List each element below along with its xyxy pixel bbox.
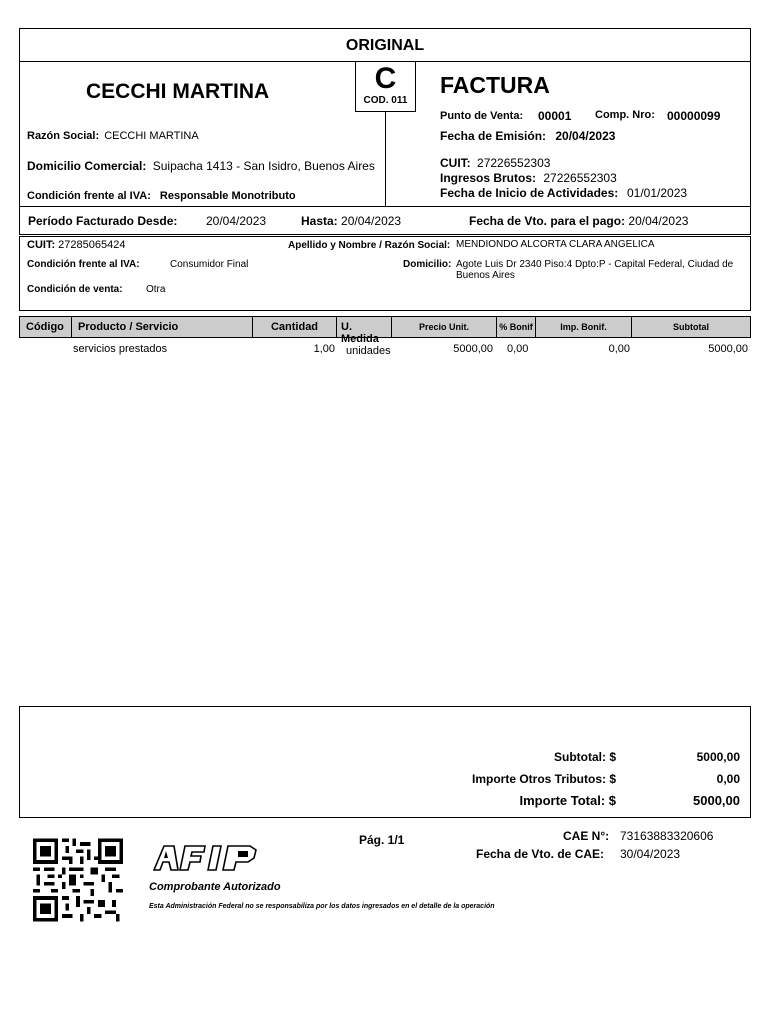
- invoice-type-letter: C: [374, 62, 397, 95]
- customer-address-line2: Buenos Aires: [456, 270, 515, 281]
- row-quantity: 1,00: [313, 343, 335, 355]
- cae-number: 73163883320606: [620, 829, 714, 843]
- issuer-cuit-row: [440, 156, 550, 170]
- customer-address-line1: Agote Luis Dr 2340 Piso:4 Dpto:P - Capital Federal, Ciudad de: [456, 259, 734, 270]
- invoice-type-code: COD. 011: [363, 95, 408, 106]
- column-header-discount-amount: Imp. Bonif.: [535, 316, 632, 338]
- label: Subtotal: $: [554, 750, 616, 764]
- label: Importe Otros Tributos: $: [471, 772, 616, 786]
- label: CUIT:: [440, 156, 471, 170]
- label: Hasta:: [301, 214, 338, 228]
- label: CUIT:: [27, 239, 56, 251]
- subtotal-value: 5000,00: [696, 750, 740, 764]
- label: Fecha de Vto. de CAE:: [476, 847, 605, 861]
- issue-date: 20/04/2023: [555, 129, 616, 143]
- customer-cuit-row: [27, 239, 125, 251]
- due-date: 20/04/2023: [628, 214, 689, 228]
- column-header-subtotal: Subtotal: [631, 316, 751, 338]
- issuer-iva-row: [27, 190, 296, 202]
- period-to: 20/04/2023: [341, 214, 402, 228]
- row-unit: unidades: [346, 345, 391, 357]
- label: Condición de venta:: [27, 284, 123, 295]
- label: Apellido y Nombre / Razón Social:: [288, 240, 451, 251]
- label: CAE N°:: [563, 829, 610, 843]
- activity-start-date: 01/01/2023: [627, 186, 688, 200]
- issuer-address: Suipacha 1413 - San Isidro, Buenos Aires: [152, 159, 375, 173]
- issuer-name: CECCHI MARTINA: [86, 80, 270, 103]
- customer-box: [19, 236, 751, 311]
- column-header-code: Código: [19, 316, 72, 338]
- gross-income: 27226552303: [543, 171, 617, 185]
- label: Fecha de Inicio de Actividades:: [440, 186, 619, 200]
- column-header-discount-pct: % Bonif: [496, 316, 536, 338]
- row-unit-price: 5000,00: [453, 343, 493, 355]
- label: Período Facturado Desde:: [28, 214, 178, 228]
- due-date-row: [469, 214, 688, 228]
- copy-label-box: [19, 28, 751, 62]
- column-header-unit-price: Precio Unit.: [391, 316, 497, 338]
- label: Domicilio Comercial:: [27, 159, 147, 173]
- issuer-business-name-row: [27, 130, 199, 142]
- cae-due-date: 30/04/2023: [620, 847, 681, 861]
- totals-box: [19, 706, 751, 818]
- label: Domicilio:: [403, 259, 452, 270]
- copy-label: ORIGINAL: [345, 37, 425, 54]
- issuer-business-name: CECCHI MARTINA: [104, 130, 199, 142]
- document-title: FACTURA: [440, 72, 550, 98]
- label: Condición frente al IVA:: [27, 190, 151, 202]
- label: Comp. Nro:: [595, 109, 655, 121]
- other-taxes-value: 0,00: [716, 772, 740, 786]
- label: Fecha de Emisión:: [440, 129, 547, 143]
- gross-income-row: [440, 171, 617, 185]
- billing-period-box: [19, 206, 751, 235]
- invoice-number: 00000099: [667, 109, 721, 123]
- label: Razón Social:: [27, 130, 100, 142]
- qr-code-icon: [33, 838, 123, 922]
- authorized-label: Comprobante Autorizado: [149, 881, 281, 893]
- row-discount-pct: 0,00: [507, 343, 529, 355]
- row-discount-amount: 0,00: [608, 343, 630, 355]
- row-product: servicios prestados: [73, 343, 168, 355]
- header-divider: [385, 111, 386, 207]
- customer-iva: Consumidor Final: [170, 259, 249, 270]
- label: Condición frente al IVA:: [27, 259, 140, 270]
- sale-condition: Otra: [146, 284, 166, 295]
- column-header-product: Producto / Servicio: [71, 316, 253, 338]
- column-header-unit: U. Medida: [336, 316, 392, 338]
- period-to-row: [301, 214, 401, 228]
- period-from: 20/04/2023: [206, 214, 267, 228]
- label: Punto de Venta:: [440, 110, 524, 122]
- row-subtotal: 5000,00: [708, 343, 748, 355]
- label: Importe Total: $: [519, 793, 616, 808]
- disclaimer: Esta Administración Federal no se responsabiliza por los datos ingresados en el detalle de la operación: [149, 903, 495, 910]
- issuer-address-row: [27, 159, 375, 173]
- total-value: 5000,00: [693, 793, 740, 808]
- issuer-iva: Responsable Monotributo: [159, 190, 296, 202]
- issue-date-row: [440, 129, 615, 143]
- afip-logo: [150, 840, 266, 874]
- invoice-type-box: [355, 61, 416, 112]
- customer-cuit: 27285065424: [58, 239, 126, 251]
- column-header-quantity: Cantidad: [252, 316, 337, 338]
- issuer-cuit: 27226552303: [477, 156, 551, 170]
- label: Fecha de Vto. para el pago:: [469, 214, 626, 228]
- customer-name: MENDIONDO ALCORTA CLARA ANGELICA: [456, 239, 655, 250]
- point-of-sale: 00001: [538, 109, 572, 123]
- page-number: Pág. 1/1: [359, 833, 405, 847]
- label: Ingresos Brutos:: [440, 171, 537, 185]
